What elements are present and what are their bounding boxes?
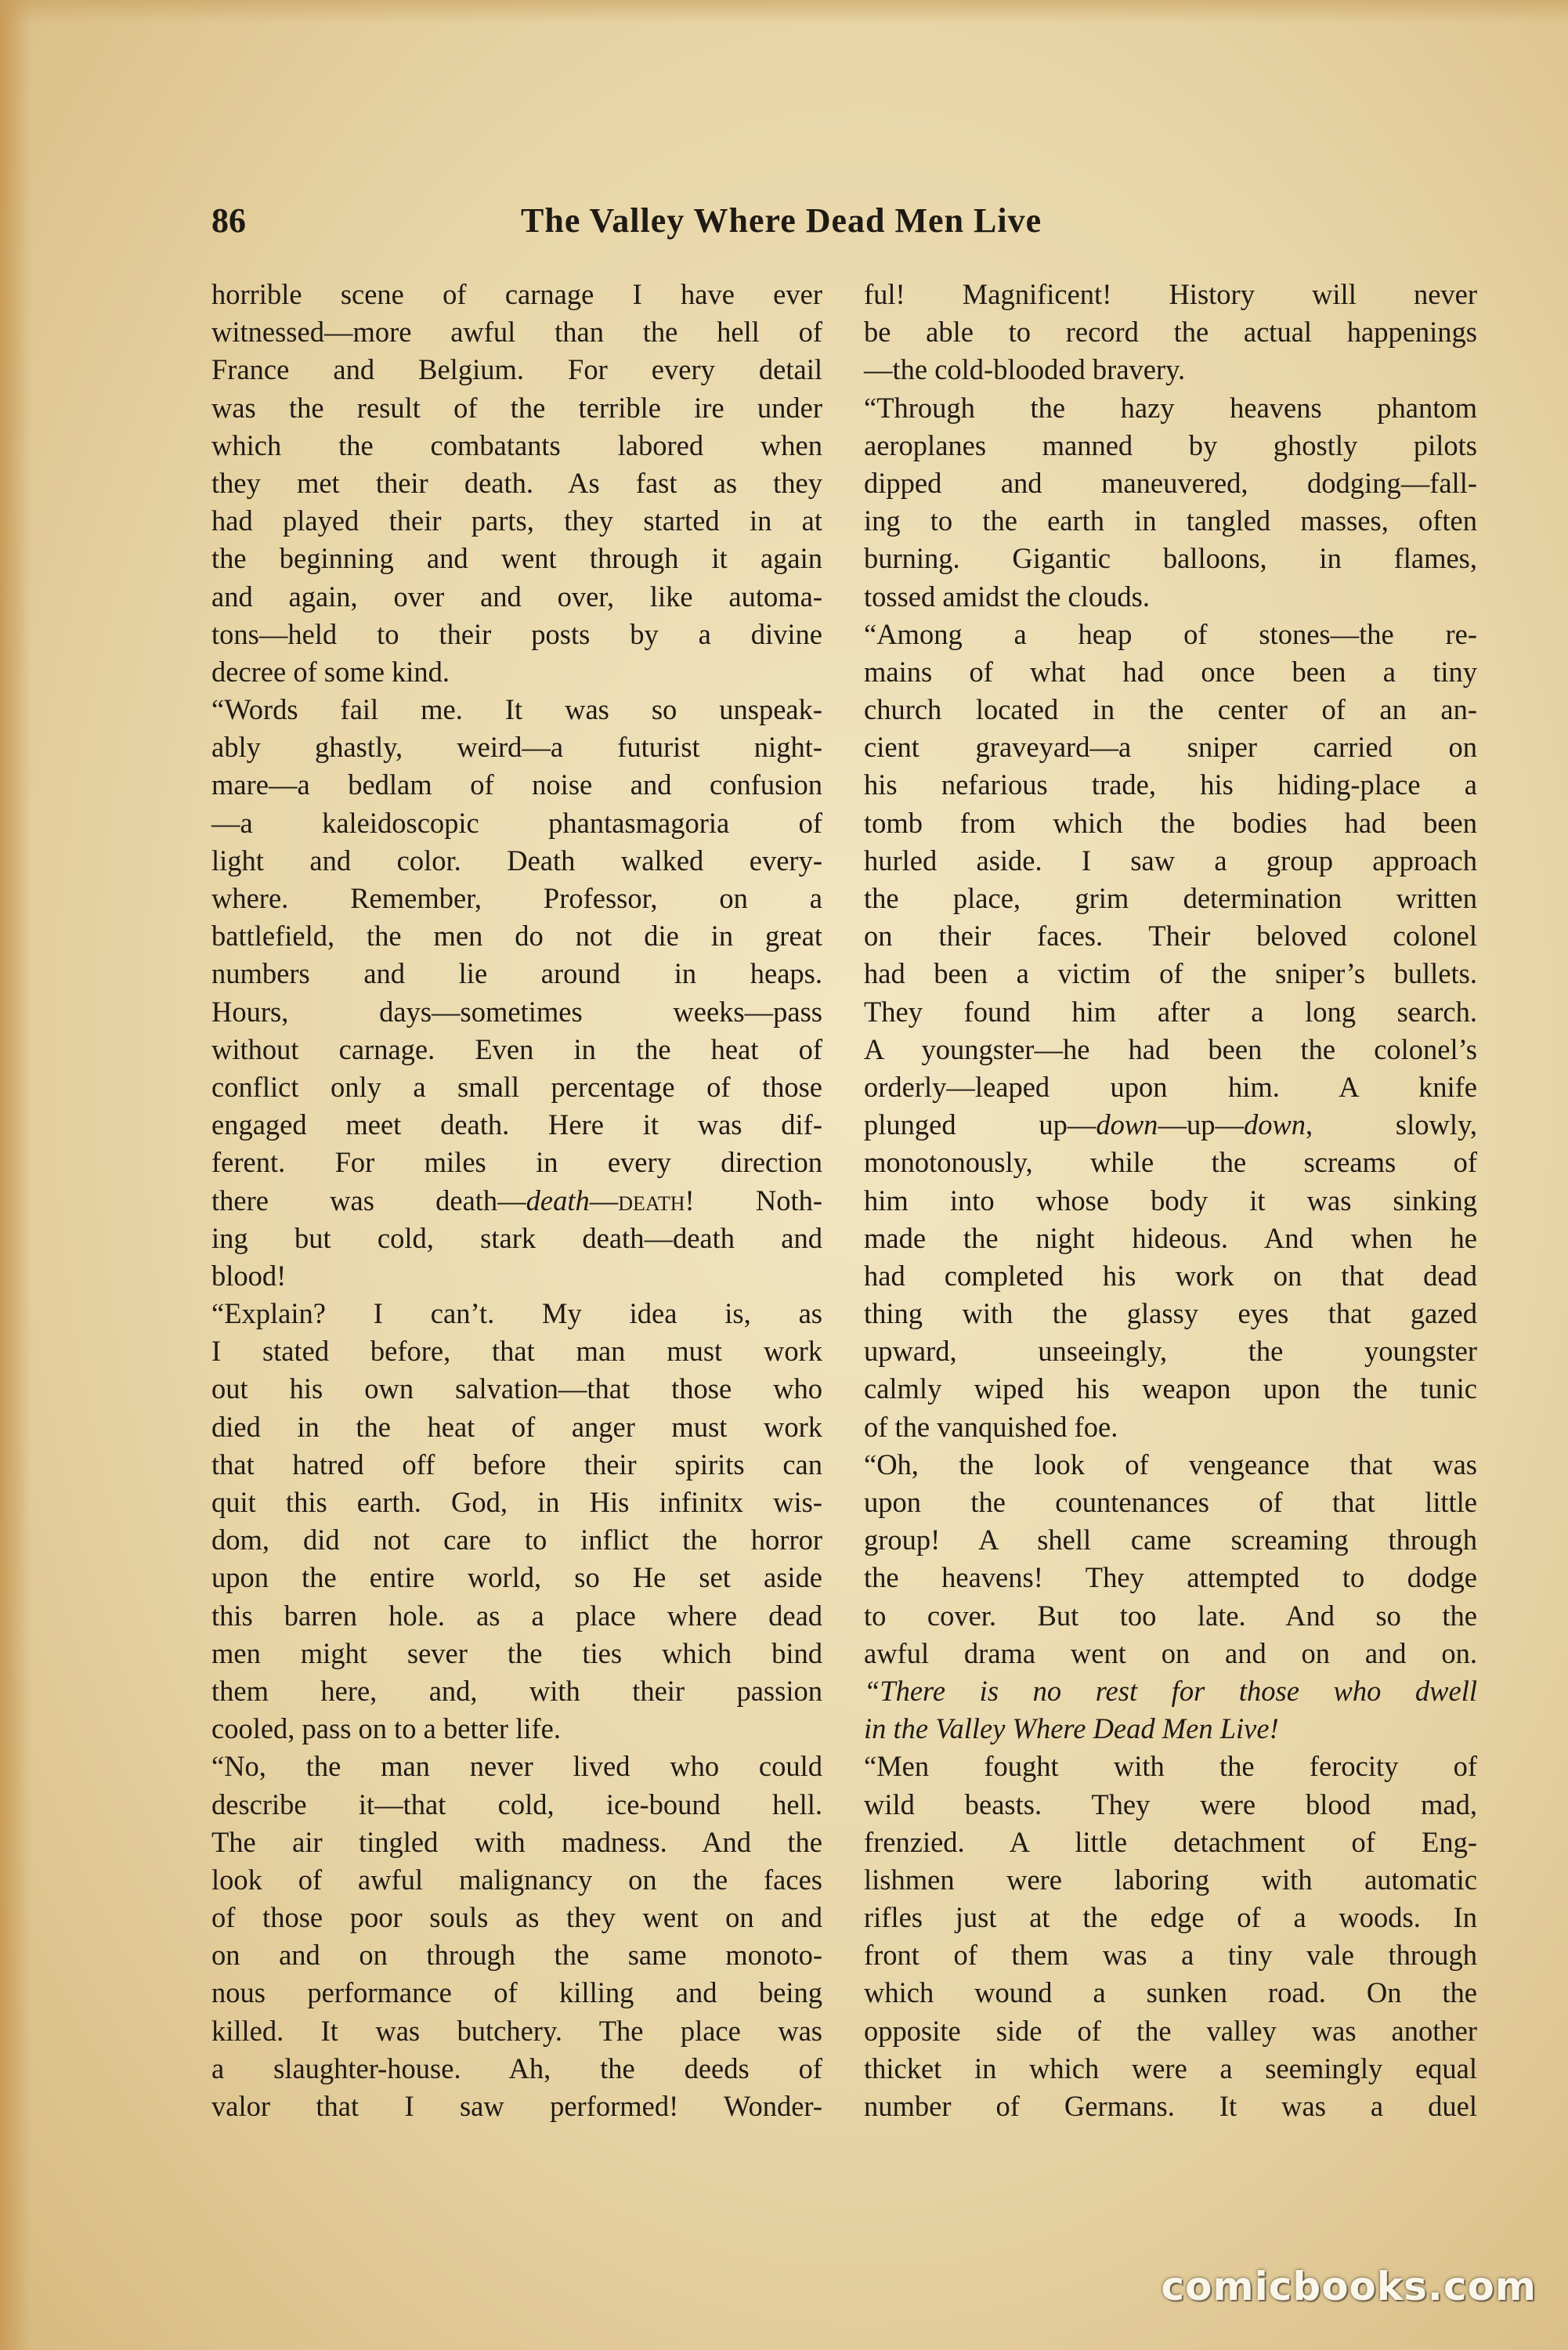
text-line: “Explain? I can’t. My idea is, as — [211, 1297, 822, 1330]
text-line: light and color. Death walked every- — [211, 844, 822, 877]
text-line: hurled aside. I saw a group approach — [864, 844, 1477, 877]
text-line: horrible scene of carnage I have ever — [211, 278, 822, 310]
text-line: had played their parts, they started in at — [211, 504, 822, 537]
text-line: quit this earth. God, in His infinitx wis- — [211, 1486, 822, 1518]
text-line: of the vanquished foe. — [864, 1410, 1118, 1443]
text-line: —the cold-blooded bravery. — [864, 353, 1186, 386]
text-line: and again, over and over, like automa- — [211, 580, 822, 613]
text-line: in the Valley Where Dead Men Live! — [864, 1712, 1279, 1745]
text-line: orderly—leaped upon him. A knife — [864, 1070, 1477, 1103]
text-line: tossed amidst the clouds. — [864, 580, 1150, 613]
text-line: thicket in which were a seemingly equal — [864, 2052, 1477, 2084]
page-edge-shading — [0, 0, 31, 2350]
text-line: conflict only a small percentage of those — [211, 1070, 822, 1103]
text-line: of those poor souls as they went on and — [211, 1901, 822, 1934]
text-line: A youngster—he had been the colonel’s — [864, 1032, 1477, 1065]
text-line: battlefield, the men do not die in great — [211, 920, 822, 953]
text-line: ferent. For miles in every direction — [211, 1146, 822, 1179]
text-line: upward, unseeingly, the youngster — [864, 1335, 1477, 1368]
text-line: upon the entire world, so He set aside — [211, 1561, 822, 1594]
text-line: be able to record the actual happenings — [864, 316, 1477, 349]
text-line: “No, the man never lived who could — [211, 1750, 822, 1783]
text-line: I stated before, that man must work — [211, 1335, 822, 1368]
text-line: “Oh, the look of vengeance that was — [864, 1448, 1477, 1480]
italic-word: death — [526, 1184, 590, 1217]
text-line: mare—a bedlam of noise and confusion — [211, 768, 822, 801]
text-line: which wound a sunken road. On the — [864, 1976, 1477, 2009]
page-top-shading — [0, 0, 1568, 24]
text-line: killed. It was butchery. The place was — [211, 2014, 822, 2047]
text-line: tomb from which the bodies had been — [864, 806, 1477, 839]
text-line: awful drama went on and on and on. — [864, 1636, 1477, 1669]
text-line: —a kaleidoscopic phantasmagoria of — [211, 806, 822, 839]
text-line: decree of some kind. — [211, 655, 450, 688]
running-title: The Valley Where Dead Men Live — [521, 201, 1042, 240]
site-watermark: comicbooks.com — [1161, 2264, 1537, 2309]
text-line: had been a victim of the sniper’s bullets. — [864, 957, 1477, 990]
text-line: dom, did not care to inflict the horror — [211, 1524, 822, 1556]
text-line: without carnage. Even in the heat of — [211, 1032, 822, 1065]
text-line: to cover. But too late. And so the — [864, 1599, 1477, 1632]
text-line: They found him after a long search. — [864, 995, 1477, 1028]
text-line: burning. Gigantic balloons, in flames, — [864, 542, 1477, 575]
text-line: ing to the earth in tangled masses, often — [864, 504, 1477, 537]
text-line: aeroplanes manned by ghostly pilots — [864, 428, 1477, 461]
text-line: frenzied. A little detachment of Eng- — [864, 1825, 1477, 1858]
text-line: look of awful malignancy on the faces — [211, 1863, 822, 1896]
text-line: this barren hole. as a place where dead — [211, 1599, 822, 1632]
text-line: ing but cold, stark death—death and — [211, 1221, 822, 1254]
text-line: numbers and lie around in heaps. — [211, 957, 822, 990]
page-header — [211, 197, 1480, 244]
text-line: lishmen were laboring with automatic — [864, 1863, 1477, 1896]
text-line: “Men fought with the ferocity of — [864, 1750, 1477, 1783]
text-line: rifles just at the edge of a woods. In — [864, 1901, 1477, 1934]
text-line: tons—held to their posts by a divine — [211, 617, 822, 650]
smallcaps-word: death — [618, 1184, 685, 1217]
page-number: 86 — [211, 201, 246, 240]
italic-word: down — [1096, 1108, 1158, 1141]
text-line: cient graveyard—a sniper carried on — [864, 731, 1477, 764]
text-line: a slaughter-house. Ah, the deeds of — [211, 2052, 822, 2084]
text-line: on and on through the same monoto- — [211, 1939, 822, 1972]
text-line: cooled, pass on to a better life. — [211, 1712, 561, 1745]
text-line: had completed his work on that dead — [864, 1259, 1477, 1292]
text-line: died in the heat of anger must work — [211, 1410, 822, 1443]
text-line: France and Belgium. For every detail — [211, 353, 822, 386]
text-line: the beginning and went through it again — [211, 542, 822, 575]
text-line: the place, grim determination written — [864, 882, 1477, 914]
text-line: “Through the hazy heavens phantom — [864, 391, 1477, 424]
text-line: witnessed—more awful than the hell of — [211, 316, 822, 349]
text-line: calmly wiped his weapon upon the tunic — [864, 1372, 1477, 1405]
text-line: him into whose body it was sinking — [864, 1184, 1477, 1217]
text-line: ably ghastly, weird—a futurist night- — [211, 731, 822, 764]
text-line: that hatred off before their spirits can — [211, 1448, 822, 1480]
right-column — [864, 276, 1477, 2125]
italic-word: down — [1243, 1108, 1306, 1141]
text-line: monotonously, while the screams of — [864, 1146, 1477, 1179]
text-line: plunged up—down—up—down, slowly, — [864, 1108, 1477, 1141]
text-line: “Among a heap of stones—the re- — [864, 617, 1477, 650]
text-line: which the combatants labored when — [211, 428, 822, 461]
text-line: the heavens! They attempted to dodge — [864, 1561, 1477, 1594]
text-line: wild beasts. They were blood mad, — [864, 1788, 1477, 1820]
text-line: mains of what had once been a tiny — [864, 655, 1477, 688]
text-line: upon the countenances of that little — [864, 1486, 1477, 1518]
text-line: made the night hideous. And when he — [864, 1221, 1477, 1254]
text-line: thing with the glassy eyes that gazed — [864, 1297, 1477, 1330]
text-line: Hours, days—sometimes weeks—pass — [211, 995, 822, 1028]
text-line: out his own salvation—that those who — [211, 1372, 822, 1405]
text-line: his nefarious trade, his hiding-place a — [864, 768, 1477, 801]
text-line: was the result of the terrible ire under — [211, 391, 822, 424]
text-line: “Words fail me. It was so unspeak- — [211, 693, 822, 726]
text-line: valor that I saw performed! Wonder- — [211, 2090, 822, 2122]
text-line: describe it—that cold, ice-bound hell. — [211, 1788, 822, 1820]
text-line: where. Remember, Professor, on a — [211, 882, 822, 914]
text-line: opposite side of the valley was another — [864, 2014, 1477, 2047]
text-line: number of Germans. It was a duel — [864, 2090, 1477, 2122]
text-line: ful! Magnificent! History will never — [864, 278, 1477, 310]
text-line: there was death—death—death! Noth- — [211, 1184, 822, 1217]
text-line: on their faces. Their beloved colonel — [864, 920, 1477, 953]
text-line: them here, and, with their passion — [211, 1674, 822, 1707]
text-line: church located in the center of an an- — [864, 693, 1477, 726]
text-line: group! A shell came screaming through — [864, 1524, 1477, 1556]
text-line: dipped and maneuvered, dodging—fall- — [864, 466, 1477, 499]
text-line: engaged meet death. Here it was dif- — [211, 1108, 822, 1141]
text-line: front of them was a tiny vale through — [864, 1939, 1477, 1972]
left-column — [211, 276, 822, 2125]
text-line: The air tingled with madness. And the — [211, 1825, 822, 1858]
text-line: they met their death. As fast as they — [211, 466, 822, 499]
text-line: nous performance of killing and being — [211, 1976, 822, 2009]
text-line: men might sever the ties which bind — [211, 1636, 822, 1669]
text-line: “There is no rest for those who dwell — [864, 1674, 1477, 1707]
text-line: blood! — [211, 1259, 287, 1292]
